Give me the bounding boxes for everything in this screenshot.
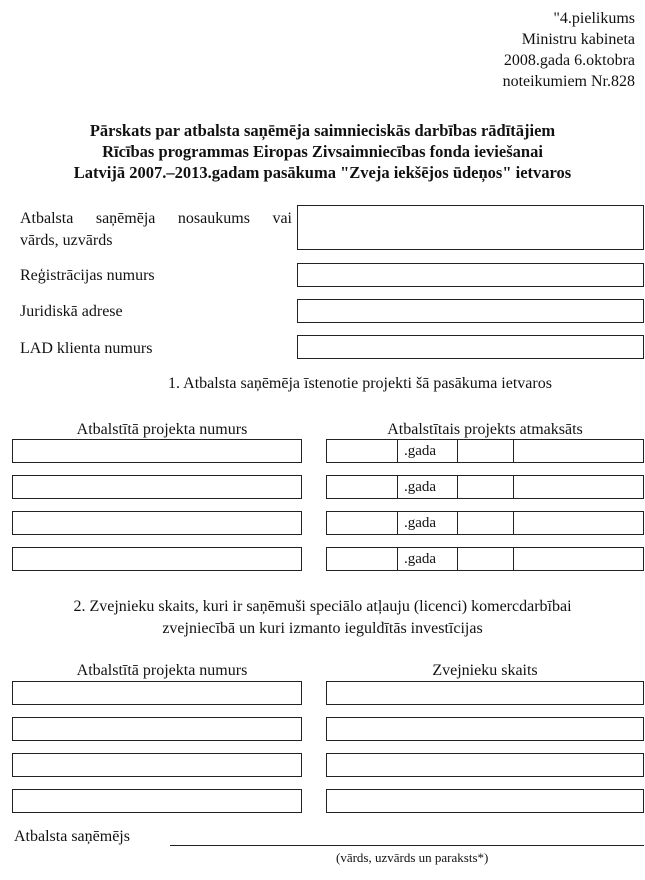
recipient-name-label-line2: vārds, uzvārds (20, 232, 113, 249)
title-line-1: Pārskats par atbalsta saņēmēja saimnieciskās darbības rādītājiem (89, 121, 556, 140)
section1-col-project-number: Atbalstītā projekta numurs (76, 421, 248, 438)
year-suffix: .gada (404, 515, 437, 531)
annex-issuer: Ministru kabineta (521, 31, 635, 48)
title-line-2: Rīcības programmas Eiropas Zivsaimniecības fonda ieviešanai (102, 142, 543, 161)
year-suffix: .gada (404, 551, 437, 567)
annex-date: 2008.gada 6.oktobra (503, 52, 635, 69)
signature-caption: (vārds, uzvārds un paraksts*) (336, 850, 489, 865)
section2-col-fishermen-count: Zvejnieku skaits (432, 662, 538, 679)
legal-address-label: Juridiskā adrese (20, 303, 123, 320)
section2-project-number-field[interactable] (12, 717, 302, 741)
recipient-name-field[interactable] (297, 205, 644, 250)
annex-number: "4.pielikums (553, 10, 635, 27)
section1-project-number-field[interactable] (12, 547, 302, 571)
lad-client-number-label: LAD klienta numurs (20, 340, 153, 357)
signature-line[interactable] (170, 845, 644, 846)
year-suffix: .gada (404, 443, 437, 459)
section2-project-number-field[interactable] (12, 789, 302, 813)
title-line-3: Latvijā 2007.–2013.gadam pasākuma "Zveja iekšējos ūdeņos" ietvaros (73, 163, 572, 182)
annex-regulation: noteikumiem Nr.828 (502, 73, 635, 90)
year-suffix: .gada (404, 479, 437, 495)
recipient-name-label (20, 208, 292, 252)
section1-heading: 1. Atbalsta saņēmēja īstenotie projekti šā pasākuma ietvaros (168, 375, 552, 392)
page-title (0, 120, 645, 183)
section1-repaid-date-field[interactable] (326, 439, 644, 463)
section2-project-number-field[interactable] (12, 753, 302, 777)
registration-number-field[interactable] (297, 263, 644, 287)
section2-fishermen-count-field[interactable] (326, 681, 644, 705)
section1-col-repaid: Atbalstītais projekts atmaksāts (387, 421, 583, 438)
section1-project-number-field[interactable] (12, 511, 302, 535)
section2-heading-line1: 2. Zvejnieku skaits, kuri ir saņēmuši speciālo atļauju (licenci) komercdarbībai (73, 598, 572, 615)
section2-col-project-number: Atbalstītā projekta numurs (76, 662, 248, 679)
section1-repaid-date-field[interactable] (326, 475, 644, 499)
section2-heading (0, 596, 645, 640)
signature-label: Atbalsta saņēmējs (14, 828, 130, 845)
section1-project-number-field[interactable] (12, 439, 302, 463)
section1-repaid-date-field[interactable] (326, 511, 644, 535)
section2-fishermen-count-field[interactable] (326, 753, 644, 777)
section2-fishermen-count-field[interactable] (326, 789, 644, 813)
section1-project-number-field[interactable] (12, 475, 302, 499)
section2-fishermen-count-field[interactable] (326, 717, 644, 741)
lad-client-number-field[interactable] (297, 335, 644, 359)
section2-project-number-field[interactable] (12, 681, 302, 705)
annex-reference (503, 8, 635, 92)
section1-repaid-date-field[interactable] (326, 547, 644, 571)
section2-heading-line2: zvejniecībā un kuri izmanto ieguldītās investīcijas (162, 620, 483, 637)
recipient-name-label-line1: Atbalsta saņēmēja nosaukums vai (20, 210, 292, 227)
registration-number-label: Reģistrācijas numurs (20, 267, 155, 284)
legal-address-field[interactable] (297, 299, 644, 323)
